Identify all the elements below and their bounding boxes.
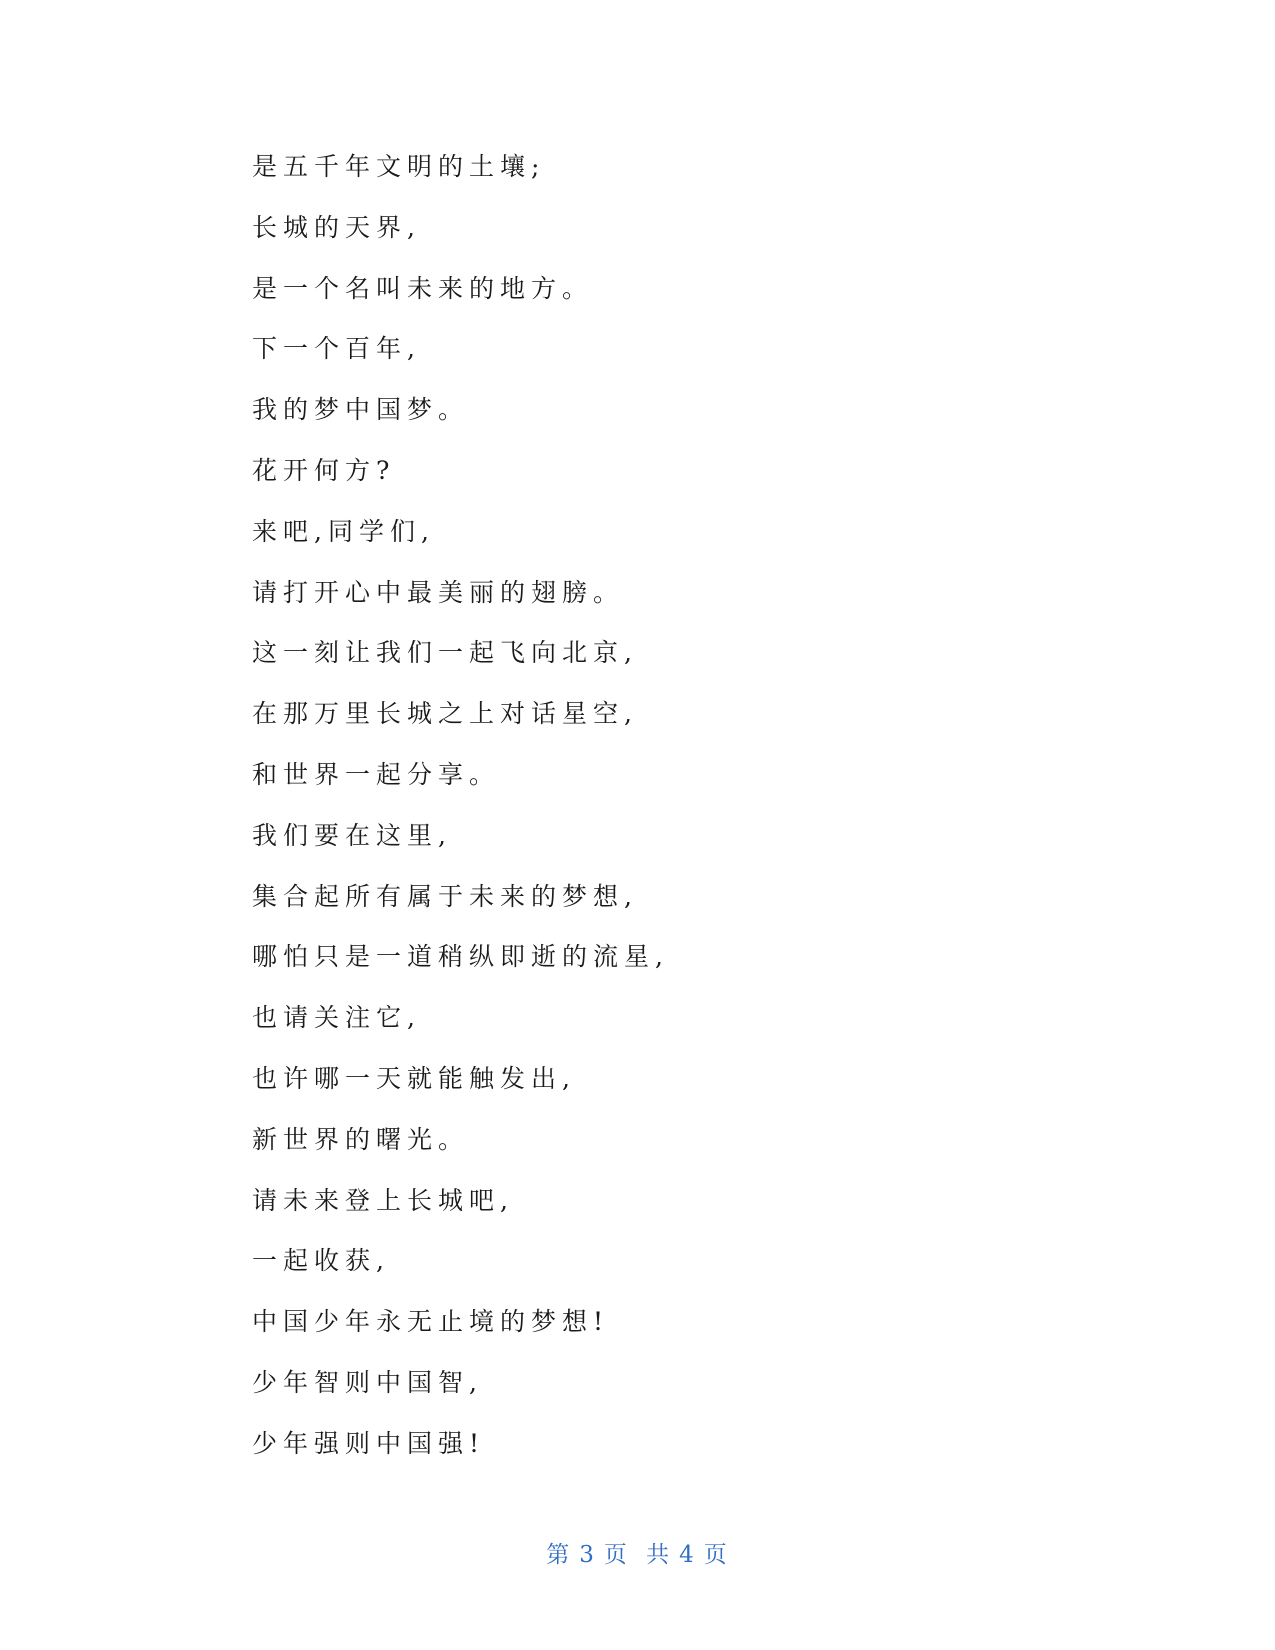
poem-line: 也许哪一天就能触发出, — [252, 1063, 576, 1093]
poem-line: 这一刻让我们一起飞向北京, — [252, 638, 638, 668]
poem-line: 也请关注它, — [252, 1003, 421, 1033]
poem-line: 中国少年永无止境的梦想! — [252, 1307, 610, 1337]
poem-line: 请打开心中最美丽的翅膀。 — [252, 577, 625, 607]
poem-line: 一起收获, — [252, 1246, 390, 1276]
poem-line: 来吧,同学们, — [252, 516, 435, 546]
poem-line: 新世界的曙光。 — [252, 1124, 470, 1154]
current-page-number: 3 — [579, 1542, 596, 1568]
poem-line: 和世界一起分享。 — [252, 759, 501, 789]
poem-line: 少年智则中国智, — [252, 1367, 483, 1397]
footer-middle: 页 共 — [603, 1542, 672, 1568]
poem-line: 我的梦中国梦。 — [252, 395, 470, 425]
poem-line: 是五千年文明的土壤; — [252, 152, 546, 181]
poem-line: 请未来登上长城吧, — [252, 1185, 514, 1215]
poem-line: 下一个百年, — [252, 334, 421, 364]
page-footer — [0, 1536, 1275, 1569]
footer-suffix: 页 — [703, 1542, 729, 1568]
poem-line: 集合起所有属于未来的梦想, — [252, 881, 638, 911]
poem-line: 长城的天界, — [252, 212, 421, 242]
poem-line: 少年强则中国强! — [252, 1428, 486, 1458]
poem-body — [252, 137, 669, 1475]
poem-line: 我们要在这里, — [252, 820, 452, 850]
poem-line: 哪怕只是一道稍纵即逝的流星, — [252, 942, 669, 972]
poem-line: 花开何方? — [252, 455, 396, 485]
footer-prefix: 第 — [546, 1542, 572, 1568]
poem-line: 在那万里长城之上对话星空, — [252, 699, 638, 729]
poem-line: 是一个名叫未来的地方。 — [252, 273, 594, 303]
total-page-number: 4 — [679, 1542, 696, 1568]
